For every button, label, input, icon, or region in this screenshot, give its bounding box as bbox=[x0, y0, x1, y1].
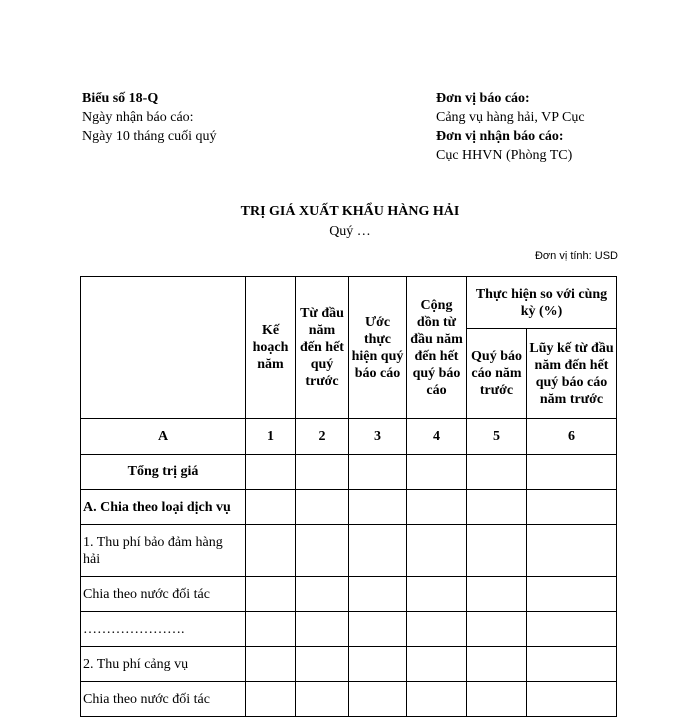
row-label: 2. Thu phí cảng vụ bbox=[81, 647, 246, 682]
table-row bbox=[81, 647, 617, 682]
data-cell bbox=[467, 577, 527, 612]
data-cell bbox=[527, 647, 617, 682]
receiving-unit-value: Cục HHVN (Phòng TC) bbox=[436, 148, 573, 163]
data-cell bbox=[296, 647, 349, 682]
data-cell bbox=[246, 455, 296, 490]
number-cell: 4 bbox=[407, 419, 467, 455]
data-cell bbox=[296, 490, 349, 525]
table-row bbox=[81, 455, 617, 490]
receive-date-label: Ngày nhận báo cáo: bbox=[82, 110, 194, 125]
data-cell bbox=[467, 647, 527, 682]
header-ytd-prev-quarter: Từ đầu năm đến hết quý trước bbox=[296, 277, 349, 419]
row-label: 1. Thu phí bảo đảm hàng hải bbox=[81, 525, 246, 577]
data-cell bbox=[527, 490, 617, 525]
number-cell: 1 bbox=[246, 419, 296, 455]
row-label: …………………. bbox=[81, 612, 246, 647]
number-cell: 5 bbox=[467, 419, 527, 455]
row-label: A. Chia theo loại dịch vụ bbox=[81, 490, 246, 525]
reporting-unit-label: Đơn vị báo cáo: bbox=[436, 91, 530, 106]
header-estimate-quarter: Ước thực hiện quý báo cáo bbox=[349, 277, 407, 419]
table-row bbox=[81, 490, 617, 525]
document-title: TRỊ GIÁ XUẤT KHẨU HÀNG HẢI bbox=[240, 204, 460, 219]
header-cumulative-prev-year: Lũy kế từ đầu năm đến hết quý báo cáo năm trước bbox=[527, 329, 617, 419]
data-cell bbox=[296, 525, 349, 577]
receive-date-value: Ngày 10 tháng cuối quý bbox=[82, 129, 217, 144]
data-cell bbox=[467, 490, 527, 525]
report-table bbox=[80, 276, 617, 717]
unit-note: Đơn vị tính: USD bbox=[534, 250, 618, 262]
row-label: Chia theo nước đối tác bbox=[81, 577, 246, 612]
number-cell: 6 bbox=[527, 419, 617, 455]
data-cell bbox=[527, 455, 617, 490]
data-cell bbox=[296, 682, 349, 717]
table-row bbox=[81, 525, 617, 577]
data-cell bbox=[296, 612, 349, 647]
header-comparison-group: Thực hiện so với cùng kỳ (%) bbox=[467, 277, 617, 329]
table-row bbox=[81, 577, 617, 612]
data-cell bbox=[527, 577, 617, 612]
data-cell bbox=[349, 577, 407, 612]
document-subtitle: Quý … bbox=[329, 224, 371, 239]
data-cell bbox=[407, 682, 467, 717]
data-cell bbox=[349, 455, 407, 490]
row-label: Tổng trị giá bbox=[81, 455, 246, 490]
header-cumulative: Cộng dồn từ đầu năm đến hết quý báo cáo bbox=[407, 277, 467, 419]
header-left bbox=[82, 89, 217, 146]
data-cell bbox=[246, 612, 296, 647]
data-cell bbox=[349, 612, 407, 647]
data-cell bbox=[349, 647, 407, 682]
data-cell bbox=[246, 490, 296, 525]
table-row bbox=[81, 682, 617, 717]
data-cell bbox=[407, 490, 467, 525]
row-label: Chia theo nước đối tác bbox=[81, 682, 246, 717]
data-cell bbox=[407, 577, 467, 612]
data-cell bbox=[246, 577, 296, 612]
header-right bbox=[436, 89, 585, 165]
number-cell: 2 bbox=[296, 419, 349, 455]
data-cell bbox=[407, 455, 467, 490]
data-cell bbox=[407, 612, 467, 647]
data-cell bbox=[246, 647, 296, 682]
data-cell bbox=[349, 525, 407, 577]
reporting-unit-value: Cảng vụ hàng hải, VP Cục bbox=[436, 110, 585, 125]
number-cell: A bbox=[81, 419, 246, 455]
header-blank-cell bbox=[81, 277, 246, 419]
header-row-1 bbox=[81, 277, 617, 329]
data-cell bbox=[246, 682, 296, 717]
data-cell bbox=[349, 682, 407, 717]
data-cell bbox=[467, 612, 527, 647]
data-cell bbox=[246, 525, 296, 577]
data-cell bbox=[296, 577, 349, 612]
data-cell bbox=[296, 455, 349, 490]
data-cell bbox=[467, 682, 527, 717]
data-cell bbox=[407, 647, 467, 682]
table-row bbox=[81, 612, 617, 647]
receiving-unit-label: Đơn vị nhận báo cáo: bbox=[436, 129, 564, 144]
header-quarter-prev-year: Quý báo cáo năm trước bbox=[467, 329, 527, 419]
form-number: Biểu số 18-Q bbox=[82, 91, 159, 106]
number-row bbox=[81, 419, 617, 455]
data-cell bbox=[527, 682, 617, 717]
header-plan-year: Kế hoạch năm bbox=[246, 277, 296, 419]
data-cell bbox=[527, 612, 617, 647]
data-cell bbox=[349, 490, 407, 525]
data-cell bbox=[407, 525, 467, 577]
number-cell: 3 bbox=[349, 419, 407, 455]
data-cell bbox=[467, 525, 527, 577]
data-cell bbox=[467, 455, 527, 490]
data-cell bbox=[527, 525, 617, 577]
